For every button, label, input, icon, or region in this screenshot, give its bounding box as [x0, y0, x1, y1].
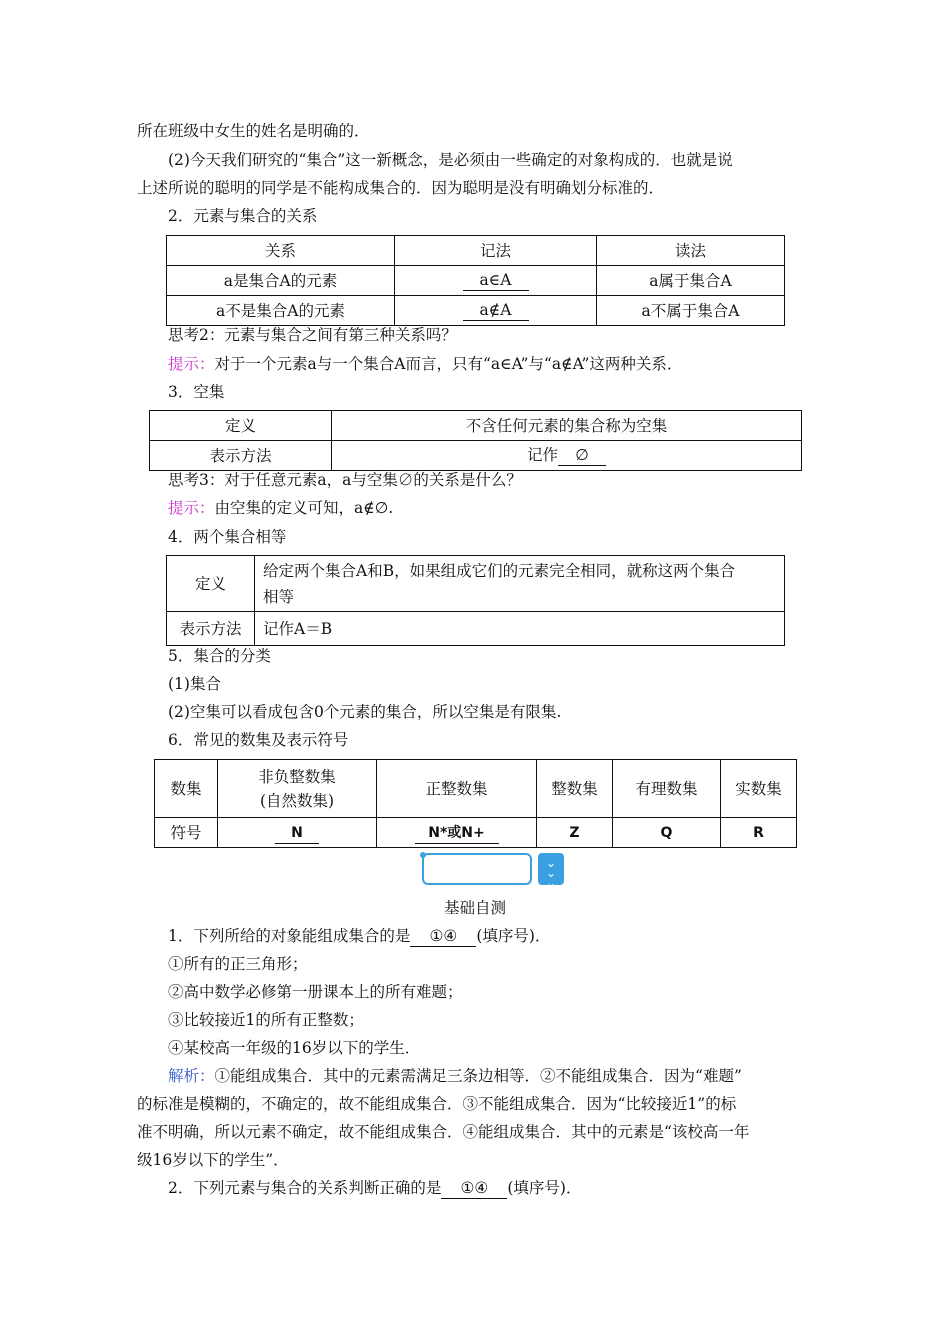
intro-line-2: (2)今天我们研究的“集合”这一新概念，是必须由一些确定的对象构成的．也就是说	[168, 151, 733, 169]
table-header: 记法	[395, 236, 597, 266]
answer-blank: ①④	[441, 1178, 507, 1199]
table-cell: a不是集合A的元素	[167, 296, 395, 326]
hint-2	[168, 353, 682, 375]
table-cell: a不属于集合A	[597, 296, 785, 326]
option-3: ③比较接近1的所有正整数；	[168, 1011, 364, 1029]
hint-3	[168, 497, 393, 519]
think-label: 思考2：	[168, 326, 225, 344]
table-cell	[255, 556, 785, 612]
table-cell: 定义	[167, 556, 255, 612]
table-cell: 定义	[150, 411, 332, 441]
analysis-line-2: 的标准是模糊的，不确定的，故不能组成集合．③不能组成集合．因为“比较接近1”的标	[137, 1095, 737, 1113]
table-cell: R	[721, 818, 797, 848]
think-3	[168, 469, 522, 491]
option-1: ①所有的正三角形；	[168, 955, 308, 973]
section-4-heading: 4．两个集合相等	[168, 528, 287, 546]
table-cell	[218, 760, 377, 818]
question-suffix: (填序号)．	[476, 927, 551, 945]
table-header: 关系	[167, 236, 395, 266]
table-cell: 数集	[155, 760, 218, 818]
table-cell	[395, 296, 597, 326]
question-prefix: 1．下列所给的对象能组成集合的是	[168, 927, 411, 945]
answer-blank: ∅	[558, 445, 606, 466]
option-2: ②高中数学必修第一册课本上的所有难题；	[168, 983, 463, 1001]
number-sets-table	[154, 759, 797, 848]
intro-line-3: 上述所说的聪明的同学是不能构成集合的．因为聪明是没有明确划分标准的．	[137, 179, 665, 197]
question-2	[168, 1177, 581, 1199]
hint-label: 提示：	[168, 499, 215, 517]
section-5-item-2: (2)空集可以看成包含0个元素的集合，所以空集是有限集.	[168, 703, 562, 721]
option-4: ④某校高一年级的16岁以下的学生．	[168, 1039, 421, 1057]
table-cell: a是集合A的元素	[167, 266, 395, 296]
think-text: 元素与集合之间有第三种关系吗？	[224, 326, 457, 344]
table-cell: a属于集合A	[597, 266, 785, 296]
table-cell: 整数集	[537, 760, 613, 818]
table-cell: 表示方法	[150, 441, 332, 471]
table-cell	[332, 441, 802, 471]
hint-text: 由空集的定义可知，a∉∅.	[214, 499, 394, 517]
hint-label: 提示：	[168, 355, 215, 373]
analysis-text: ①能组成集合．其中的元素需满足三条边相等．②不能组成集合．因为“难题”	[214, 1067, 742, 1085]
section-6-heading: 6．常见的数集及表示符号	[168, 731, 349, 749]
think-text: 对于任意元素a，a与空集∅的关系是什么？	[224, 471, 522, 489]
question-1	[168, 925, 550, 947]
notation-prefix: 记作	[526, 446, 558, 464]
section-2-heading: 2．元素与集合的关系	[168, 207, 318, 225]
table-cell	[218, 818, 377, 848]
hint-text: 对于一个元素a与一个集合A而言，只有“a∈A”与“a∉A”这两种关系．	[214, 355, 683, 373]
section-5-heading: 5．集合的分类	[168, 647, 271, 665]
analysis-line-1	[168, 1065, 742, 1087]
element-relation-table	[166, 235, 785, 326]
table-cell	[377, 818, 537, 848]
table-cell: 正整数集	[377, 760, 537, 818]
think-2	[168, 324, 457, 346]
analysis-label: 解析：	[168, 1067, 215, 1085]
table-cell: 不含任何元素的集合称为空集	[332, 411, 802, 441]
expand-chevron-icon[interactable]: ⌄ ⌄ ⌄	[538, 853, 564, 885]
table-cell: 记作A＝B	[255, 612, 785, 646]
table-cell: 符号	[155, 818, 218, 848]
selftest-title: 基础自测	[443, 899, 506, 917]
definition-line-2: 相等	[263, 587, 295, 606]
table-cell: Z	[537, 818, 613, 848]
intro-line-1: 所在班级中女生的姓名是明确的．	[137, 122, 370, 140]
analysis-line-3: 准不明确，所以元素不确定，故不能组成集合．④能组成集合．其中的元素是“该校高一年	[137, 1123, 750, 1141]
answer-blank: ①④	[410, 926, 476, 947]
think-label: 思考3：	[168, 471, 225, 489]
table-cell	[395, 266, 597, 296]
set-name-sub: (自然数集)	[259, 791, 335, 810]
section-3-heading: 3．空集	[168, 383, 225, 401]
question-suffix: (填序号)．	[507, 1179, 582, 1197]
set-equality-table	[166, 555, 785, 646]
table-header: 读法	[597, 236, 785, 266]
question-prefix: 2．下列元素与集合的关系判断正确的是	[168, 1179, 442, 1197]
section-banner	[422, 853, 532, 885]
analysis-line-4: 级16岁以下的学生”．	[137, 1151, 289, 1169]
answer-blank: a∈A	[463, 270, 529, 291]
table-cell: 表示方法	[167, 612, 255, 646]
set-name: 非负整数集	[258, 767, 336, 786]
answer-blank: a∉A	[463, 300, 529, 321]
empty-set-table	[149, 410, 802, 471]
definition-line-1: 给定两个集合A和B，如果组成它们的元素完全相同，就称这两个集合	[263, 561, 736, 580]
section-5-item-1: (1)集合	[168, 675, 221, 693]
table-cell: 实数集	[721, 760, 797, 818]
table-cell: 有理数集	[613, 760, 721, 818]
answer-blank: N*或N+	[415, 823, 499, 844]
table-cell: Q	[613, 818, 721, 848]
answer-blank: N	[275, 823, 319, 844]
